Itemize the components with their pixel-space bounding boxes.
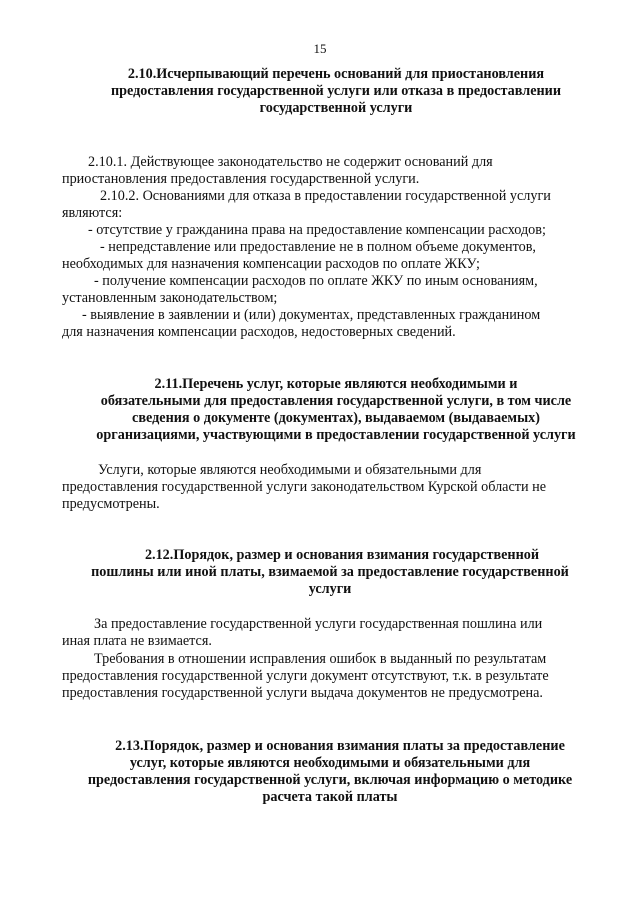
section-2-13-title: 2.13.Порядок, размер и основания взимания платы за предоставление услуг, которые являются необходимыми и обязательными для предоставления государственной услуги, включая информацию о методике расчета такой платы [87,738,573,805]
list-item-incomplete-documents: - непредставление или предоставление не в полном объеме документов, необходимых для назначения компенсации расходов по оплате ЖКУ; [62,239,536,272]
page-number: 15 [313,41,327,56]
list-item-false-information: - выявление в заявлении и (или) документах, представленных гражданином для назначения компенсации расходов, недостоверных сведений. [62,307,541,340]
paragraph-2-11: Услуги, которые являются необходимыми и обязательными для предоставления государственной услуги законодательством Курской области не предусмотрены. [62,462,546,512]
paragraph-2-10-1: 2.10.1. Действующее законодательство не содержит оснований для приостановления предоставления государственной услуги. [62,154,493,187]
paragraph-2-12-fee: За предоставление государственной услуги государственная пошлина или иная плата не взимается. [62,616,543,649]
paragraph-2-10-2: 2.10.2. Основаниями для отказа в предоставлении государственной услуги являются: [62,188,551,221]
paragraph-2-12-corrections: Требования в отношении исправления ошибок в выданный по результатам предоставления государственной услуги документ отсутствуют, т.к. в результате предоставления государственной услуги выдача документов не предусмотрена. [62,651,549,701]
list-item-no-right: - отсутствие у гражданина права на предоставление компенсации расходов; [88,222,546,238]
section-2-10-title: 2.10.Исчерпывающий перечень оснований для приостановления предоставления государственной услуги или отказа в предоставлении государственной услуги [110,66,562,116]
section-2-12-title: 2.12.Порядок, размер и основания взимания государственной пошлины или иной платы, взимаемой за предоставление государственной услуги [91,547,569,597]
list-item-other-grounds: - получение компенсации расходов по оплате ЖКУ по иным основаниям, установленным законодательством; [62,273,538,306]
section-2-11-title: 2.11.Перечень услуг, которые являются необходимыми и обязательными для предоставления государственной услуги, в том числе сведения о документе (документах), выдаваемом (выдаваемых) организациями, участвующими в предоставлении государственной услуги [96,376,576,443]
